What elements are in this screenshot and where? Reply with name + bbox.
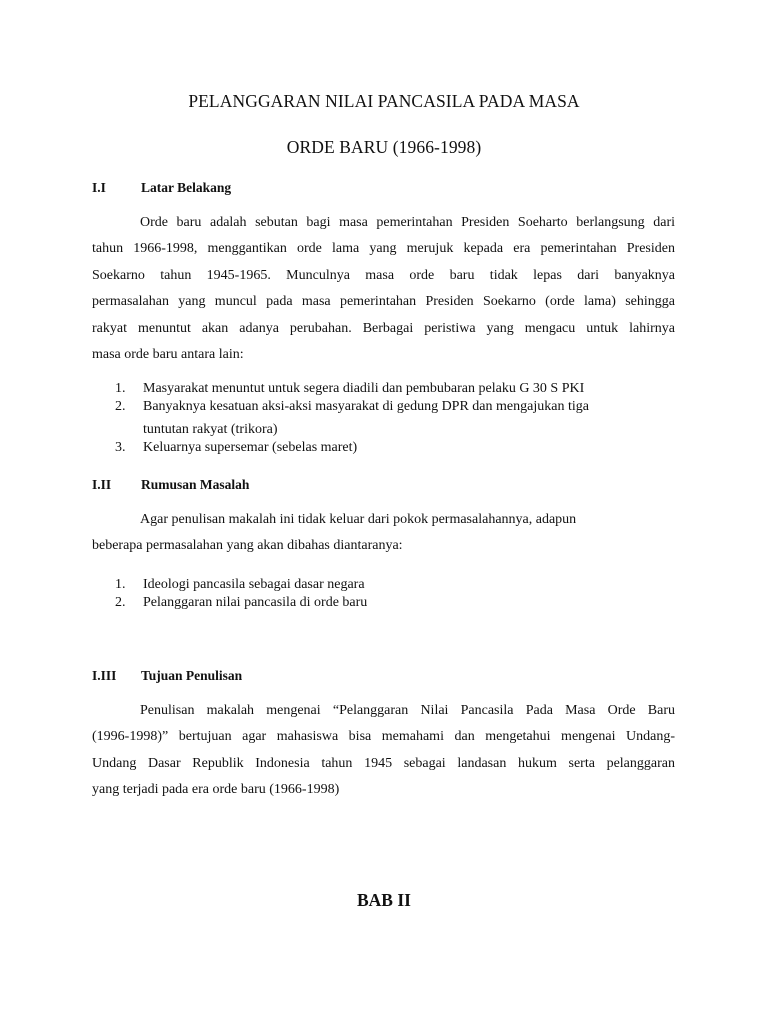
paragraph-line: Soekarno tahun 1945-1965. Munculnya masa orde baru tidak lepas dari banyaknya bbox=[92, 267, 675, 283]
paragraph-line: rakyat menuntut akan adanya perubahan. Berbagai peristiwa yang mengacu untuk lahirnya bbox=[92, 320, 675, 336]
section-heading-rumusan-masalah bbox=[92, 477, 249, 493]
section-number: I.II bbox=[92, 477, 112, 492]
paragraph-line: Penulisan makalah mengenai “Pelanggaran Nilai Pancasila Pada Masa Orde Baru bbox=[140, 703, 675, 718]
list-item: 1. Masyarakat menuntut untuk segera diadili dan pembubaran pelaku G 30 S PKI bbox=[115, 381, 585, 396]
list-permasalahan bbox=[115, 576, 367, 612]
section-heading-tujuan-penulisan bbox=[92, 668, 242, 684]
paragraph-line: Orde baru adalah sebutan bagi masa pemerintahan Presiden Soeharto berlangsung dari bbox=[140, 215, 675, 230]
chapter-heading: BAB II bbox=[357, 890, 411, 910]
list-peristiwa bbox=[115, 380, 589, 457]
section-number: I.III bbox=[92, 668, 117, 683]
paragraph-rumusan-masalah bbox=[92, 507, 675, 560]
list-item: 2. Pelanggaran nilai pancasila di orde baru bbox=[115, 595, 368, 610]
paragraph-line: yang terjadi pada era orde baru (1966-1998) bbox=[92, 782, 340, 798]
paragraph-line: Agar penulisan makalah ini tidak keluar dari pokok permasalahannya, adapun bbox=[140, 512, 577, 527]
paragraph-line: tahun 1966-1998, menggantikan orde lama yang merujuk kepada era pemerintahan Presiden bbox=[92, 241, 675, 257]
section-title: Tujuan Penulisan bbox=[141, 668, 243, 683]
paragraph-line: permasalahan yang muncul pada masa pemerintahan Presiden Soekarno (orde lama) sehingga bbox=[92, 294, 675, 310]
paragraph-line: masa orde baru antara lain: bbox=[92, 347, 244, 363]
paragraph-tujuan-penulisan bbox=[92, 698, 675, 804]
document-title-line-1: PELANGGARAN NILAI PANCASILA PADA MASA bbox=[188, 91, 580, 111]
paragraph-latar-belakang bbox=[92, 210, 675, 368]
section-title: Rumusan Masalah bbox=[141, 477, 250, 492]
section-title: Latar Belakang bbox=[141, 180, 232, 195]
paragraph-line: beberapa permasalahan yang akan dibahas diantaranya: bbox=[92, 538, 403, 554]
section-number: I.I bbox=[92, 180, 106, 195]
section-heading-latar-belakang bbox=[92, 180, 231, 196]
document-title-line-2: ORDE BARU (1966-1998) bbox=[286, 137, 482, 157]
list-item: 3. Keluarnya supersemar (sebelas maret) bbox=[115, 440, 358, 455]
list-item: 1. Ideologi pancasila sebagai dasar negara bbox=[115, 577, 365, 592]
paragraph-line: Undang Dasar Republik Indonesia tahun 1945 sebagai landasan hukum serta pelanggaran bbox=[92, 755, 675, 771]
paragraph-line: (1996-1998)” bertujuan agar mahasiswa bisa memahami dan mengetahui mengenai Undang- bbox=[92, 729, 675, 745]
list-item: 2. Banyaknya kesatuan aksi-aksi masyarakat di gedung DPR dan mengajukan tiga tuntutan rakyat (trikora) bbox=[115, 399, 589, 437]
